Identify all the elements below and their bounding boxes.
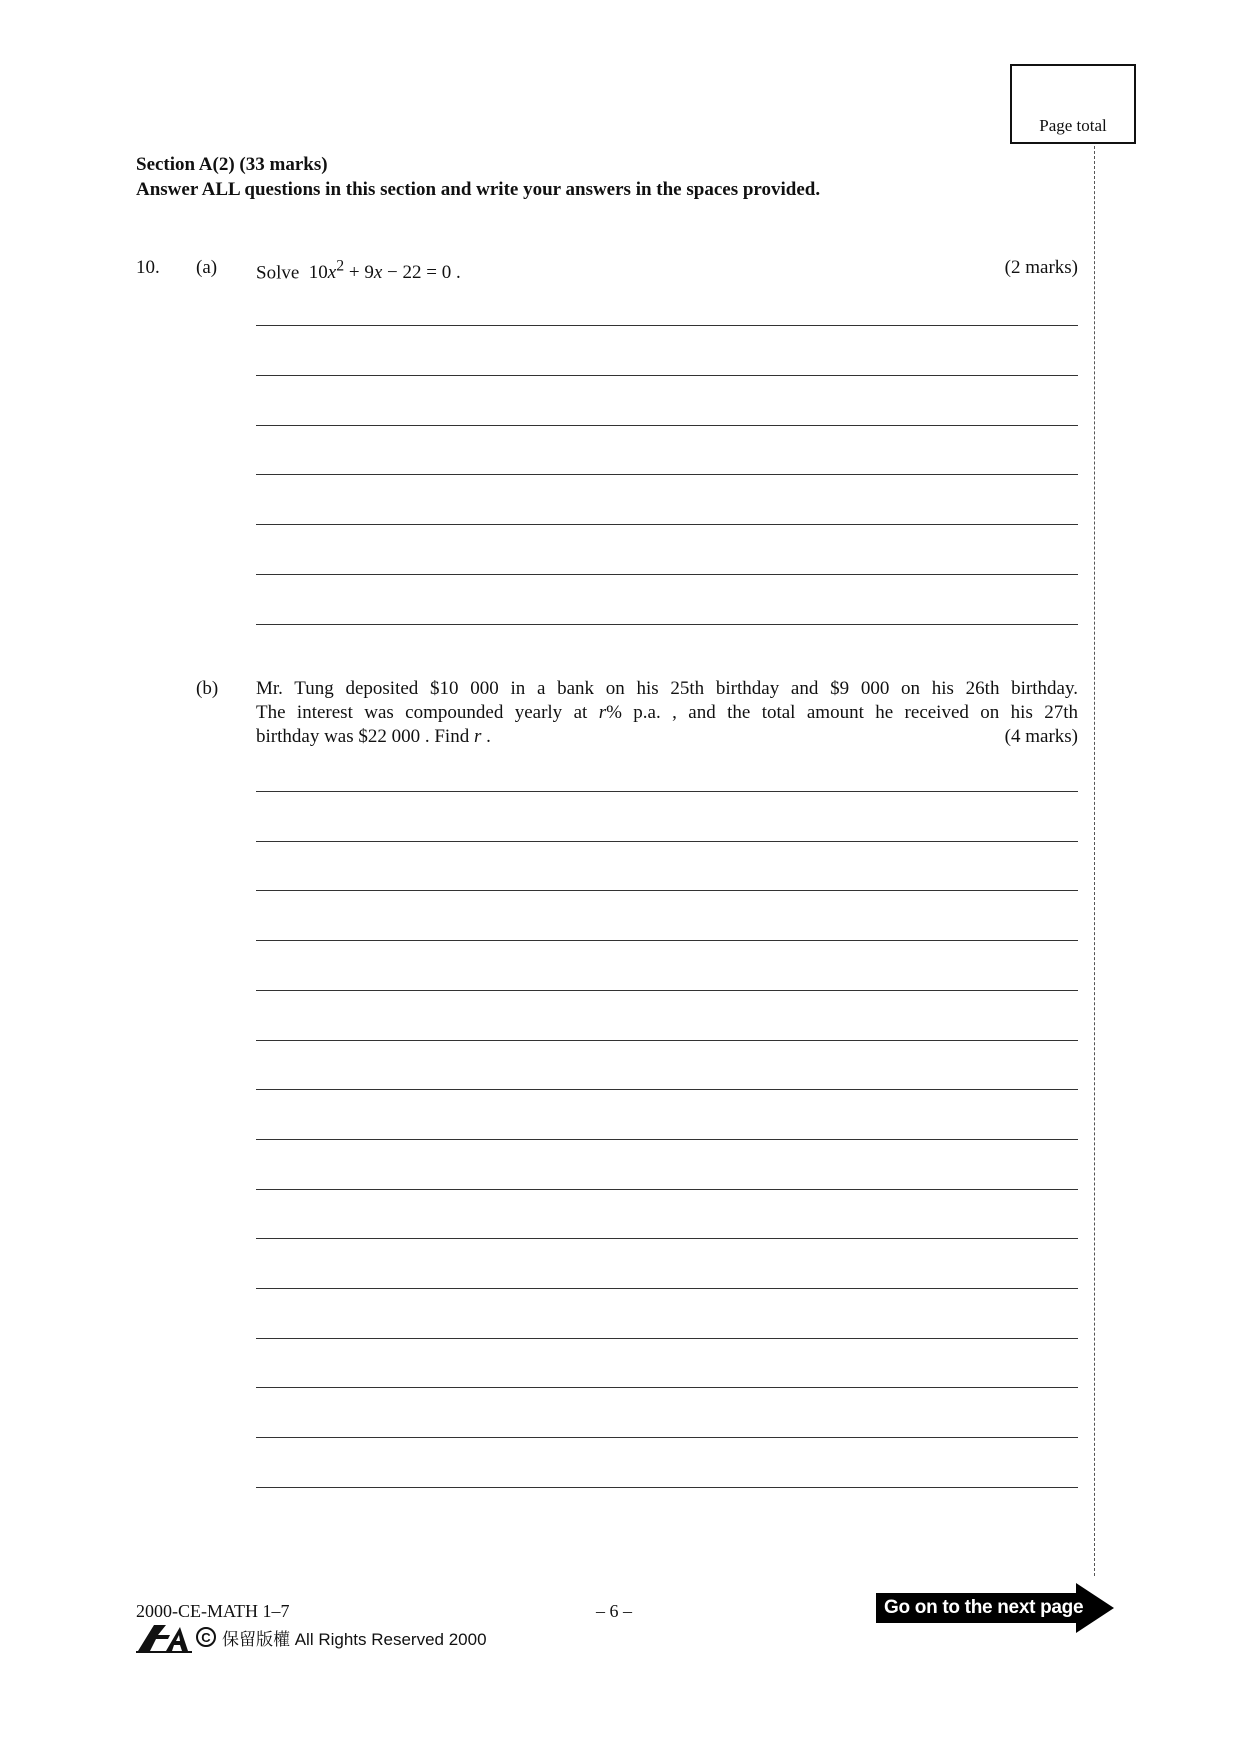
part-a-marks: (2 marks) xyxy=(1004,257,1078,278)
answer-line[interactable] xyxy=(256,990,1078,991)
part-b-line-3: birthday was $22 000 . Find r . (4 marks) xyxy=(256,726,1078,747)
copyright-text: 保留版權 All Rights Reserved 2000 xyxy=(222,1629,487,1649)
answer-line[interactable] xyxy=(256,890,1078,891)
exam-code: 2000-CE-MATH 1–7 xyxy=(136,1601,290,1621)
question-number: 10. xyxy=(136,257,160,278)
part-b-marks: (4 marks) xyxy=(1004,726,1078,747)
answer-line[interactable] xyxy=(256,1040,1078,1041)
answer-line[interactable] xyxy=(256,1139,1078,1140)
answer-line[interactable] xyxy=(256,1238,1078,1239)
copyright xyxy=(136,1620,487,1654)
answer-line[interactable] xyxy=(256,841,1078,842)
copyright-symbol-icon: C xyxy=(196,1627,216,1647)
answer-line[interactable] xyxy=(256,1189,1078,1190)
part-b-line-1: Mr. Tung deposited $10 000 in a bank on his 25th birthday and $9 000 on his 26th birthday. xyxy=(256,678,1078,699)
answer-line[interactable] xyxy=(256,624,1078,625)
answer-line[interactable] xyxy=(256,574,1078,575)
answer-line[interactable] xyxy=(256,791,1078,792)
answer-line[interactable] xyxy=(256,425,1078,426)
page-total-label: Page total xyxy=(1039,116,1107,135)
margin-dashed-line xyxy=(1094,146,1095,1576)
answer-line[interactable] xyxy=(256,1387,1078,1388)
answer-line[interactable] xyxy=(256,375,1078,376)
page-total-box xyxy=(1010,64,1136,144)
page-number: – 6 – xyxy=(596,1601,632,1621)
answer-line[interactable] xyxy=(256,940,1078,941)
part-a-question xyxy=(256,255,461,285)
next-page-banner xyxy=(876,1583,1114,1633)
part-b-question xyxy=(256,677,1078,749)
answer-line[interactable] xyxy=(256,1437,1078,1438)
section-title: Section A(2) (33 marks) xyxy=(136,154,328,175)
answer-line[interactable] xyxy=(256,1487,1078,1488)
part-a-equation: $10x^2 + 9x - 22 = 0$ . xyxy=(308,258,461,284)
part-a-prefix: Solve xyxy=(256,262,300,284)
part-a-label: (a) xyxy=(196,257,218,278)
part-b-label: (b) xyxy=(196,678,219,699)
answer-line[interactable] xyxy=(256,325,1078,326)
hkea-logo-icon xyxy=(136,1621,192,1653)
next-page-label: Go on to the next page xyxy=(884,1597,1084,1618)
section-instruction: Answer ALL questions in this section and write your answers in the spaces provided. xyxy=(136,179,821,200)
answer-line[interactable] xyxy=(256,1288,1078,1289)
answer-line[interactable] xyxy=(256,1338,1078,1339)
answer-line[interactable] xyxy=(256,1089,1078,1090)
answer-line[interactable] xyxy=(256,474,1078,475)
answer-line[interactable] xyxy=(256,524,1078,525)
part-b-line-2: The interest was compounded yearly at r% p.a. , and the total amount he received on his 27th xyxy=(256,702,1079,723)
